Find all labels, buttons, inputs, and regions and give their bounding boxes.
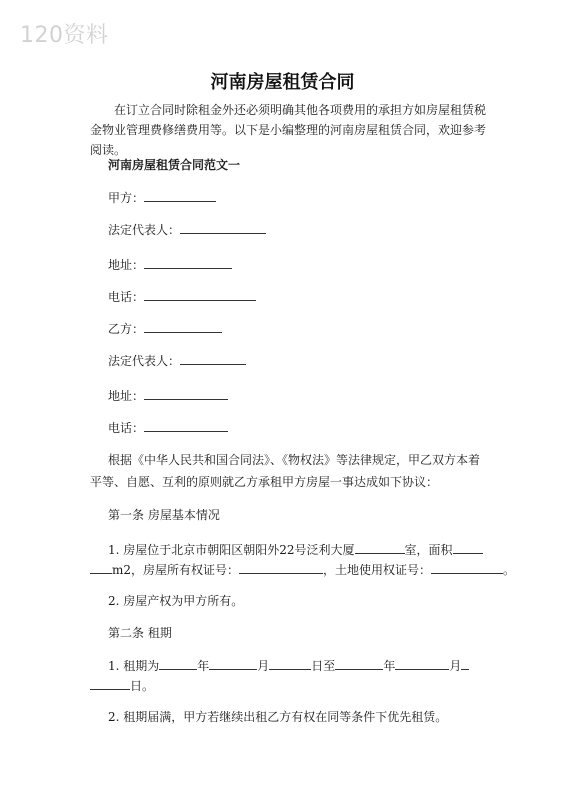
watermark-logo: 120资料 xyxy=(20,23,109,48)
party-b-address-blank xyxy=(144,387,228,400)
start-year-blank xyxy=(159,657,197,670)
article1-item1-text4: ，土地使用权证号： xyxy=(323,563,432,577)
term-text-d: 日至 xyxy=(311,659,336,673)
party-b-phone-blank xyxy=(144,419,228,432)
party-b-rep-field xyxy=(108,352,246,369)
article1-item1-text2: 室，面积 xyxy=(404,543,453,557)
preamble-paragraph: 根据《中华人民共和国合同法》、《物权法》等法律规定，甲乙双方本着平等、自愿、互利的原则就乙方承租甲方房屋一事达成如下协议： xyxy=(90,453,481,489)
party-a-rep-label: 法定代表人： xyxy=(108,223,181,237)
article2-item1-line2 xyxy=(90,677,154,694)
party-a-phone-blank xyxy=(144,288,256,301)
area-blank-cont xyxy=(90,561,112,574)
party-b-rep-label: 法定代表人： xyxy=(108,354,181,368)
party-a-rep-field xyxy=(108,221,266,238)
party-a-name-label: 甲方： xyxy=(108,191,145,205)
party-b-name-blank xyxy=(144,320,222,333)
article1-item1-text3: m2，房屋所有权证号： xyxy=(112,563,240,577)
article2-item1-line1 xyxy=(108,657,469,674)
term-text-c: 月 xyxy=(257,659,270,673)
article2-item2: 2. 租期届满，甲方若继续出租乙方有权在同等条件下优先租赁。 xyxy=(108,710,448,724)
end-year-blank xyxy=(335,657,383,670)
document-title: 河南房屋租赁合同 xyxy=(210,72,355,93)
end-day-blank-start xyxy=(461,657,469,670)
party-a-address-blank xyxy=(144,256,232,269)
article1-item2: 2. 房屋产权为甲方所有。 xyxy=(108,594,244,608)
party-b-name-field xyxy=(108,320,222,337)
party-a-phone-field xyxy=(108,288,256,305)
article1-item1-text1: 1. 房屋位于北京市朝阳区朝阳外22号泛利大厦 xyxy=(108,543,355,557)
room-number-blank xyxy=(355,541,405,554)
party-b-phone-label: 电话： xyxy=(108,421,145,435)
party-a-phone-label: 电话： xyxy=(108,290,145,304)
party-a-address-field xyxy=(108,256,232,273)
term-text-e: 年 xyxy=(383,659,396,673)
end-month-blank xyxy=(395,657,449,670)
article1-item1-text5: 。 xyxy=(503,563,516,577)
start-day-blank xyxy=(269,657,311,670)
area-blank xyxy=(453,541,483,554)
party-b-rep-blank xyxy=(180,352,246,365)
term-text-b: 年 xyxy=(197,659,210,673)
end-day-blank xyxy=(90,677,130,690)
party-a-address-label: 地址： xyxy=(108,258,145,272)
article1-item1-line2 xyxy=(90,561,515,578)
section-title: 河南房屋租赁合同范文一 xyxy=(108,158,241,172)
party-a-name-field xyxy=(108,189,216,206)
start-month-blank xyxy=(209,657,257,670)
land-cert-blank xyxy=(431,561,503,574)
party-b-address-field xyxy=(108,387,228,404)
ownership-cert-blank xyxy=(239,561,323,574)
article1-item1-line1 xyxy=(108,541,483,558)
term-text-g: 日。 xyxy=(130,679,155,693)
party-b-phone-field xyxy=(108,419,228,436)
intro-paragraph: 在订立合同时除租金外还必须明确其他各项费用的承担方如房屋租赁税金物业管理费修缮费用等。以下是小编整理的河南房屋租赁合同，欢迎参考阅读。 xyxy=(90,103,487,157)
article2-heading: 第二条 租期 xyxy=(108,626,172,640)
party-a-name-blank xyxy=(144,189,216,202)
party-a-rep-blank xyxy=(180,221,266,234)
party-b-name-label: 乙方： xyxy=(108,322,145,336)
term-text-f: 月 xyxy=(449,659,462,673)
term-text-a: 1. 租期为 xyxy=(108,659,160,673)
party-b-address-label: 地址： xyxy=(108,389,145,403)
article1-heading: 第一条 房屋基本情况 xyxy=(108,508,220,522)
